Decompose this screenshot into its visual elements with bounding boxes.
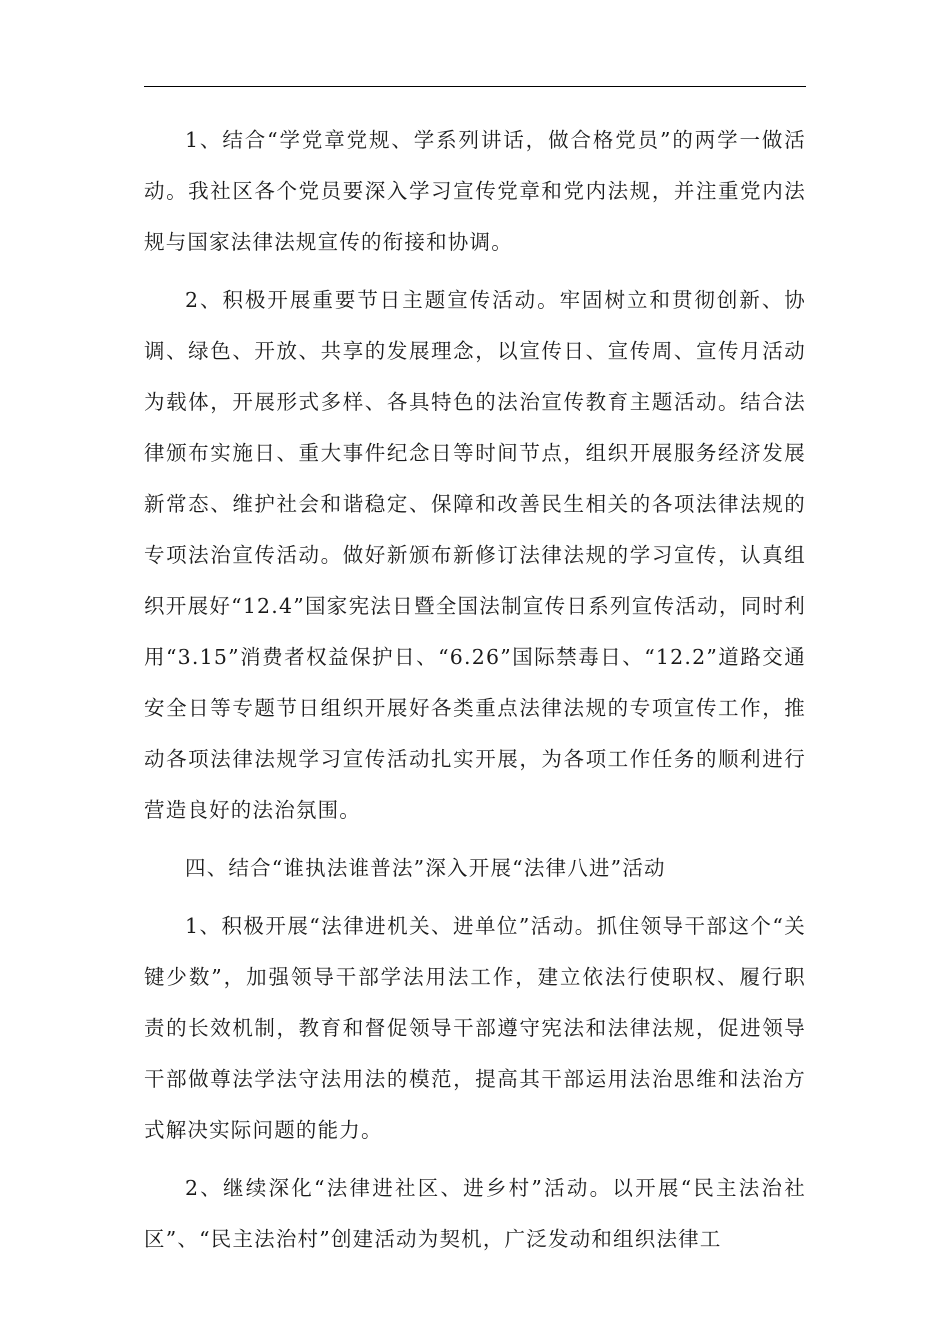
section-heading-four: 四、结合“谁执法谁普法”深入开展“法律八进”活动	[185, 856, 666, 880]
paragraph-festival-publicity: 2、积极开展重要节日主题宣传活动。牢固树立和贯彻创新、协调、绿色、开放、共享的发展理念，以宣传日、宣传周、宣传月活动为载体，开展形式多样、各具特色的法治宣传教育主题活动。结合法律颁布实施日、重大事件纪念日等时间节点，组织开展服务经济发展新常态、维护社会和谐稳定、保障和改善民生相关的各项法律法规的专项法治宣传活动。做好新颁布新修订法律法规的学习宣传，认真组织开展好“12.4”国家宪法日暨全国法制宣传日系列宣传活动，同时利用“3.15”消费者权益保护日、“6.26”国际禁毒日、“12.2”道路交通安全日等专题节日组织开展好各类重点法律法规的专项宣传工作，推动各项法律法规学习宣传活动扎实开展，为各项工作任务的顺利进行营造良好的法治氛围。	[144, 288, 806, 822]
paragraph-law-into-communities: 2、继续深化“法律进社区、进乡村”活动。以开展“民主法治社区”、“民主法治村”创建活动为契机，广泛发动和组织法律工	[144, 1176, 806, 1251]
document-body	[144, 115, 806, 1272]
paragraph-law-into-organs: 1、积极开展“法律进机关、进单位”活动。抓住领导干部这个“关键少数”，加强领导干部学法用法工作，建立依法行使职权、履行职责的长效机制，教育和督促领导干部遵守宪法和法律法规，促进领导干部做尊法学法守法用法的模范，提高其干部运用法治思维和法治方式解决实际问题的能力。	[144, 914, 806, 1142]
header-rule	[144, 86, 806, 87]
paragraph-two-studies: 1、结合“学党章党规、学系列讲话，做合格党员”的两学一做活动。我社区各个党员要深入学习宣传党章和党内法规，并注重党内法规与国家法律法规宣传的衔接和协调。	[144, 128, 806, 254]
